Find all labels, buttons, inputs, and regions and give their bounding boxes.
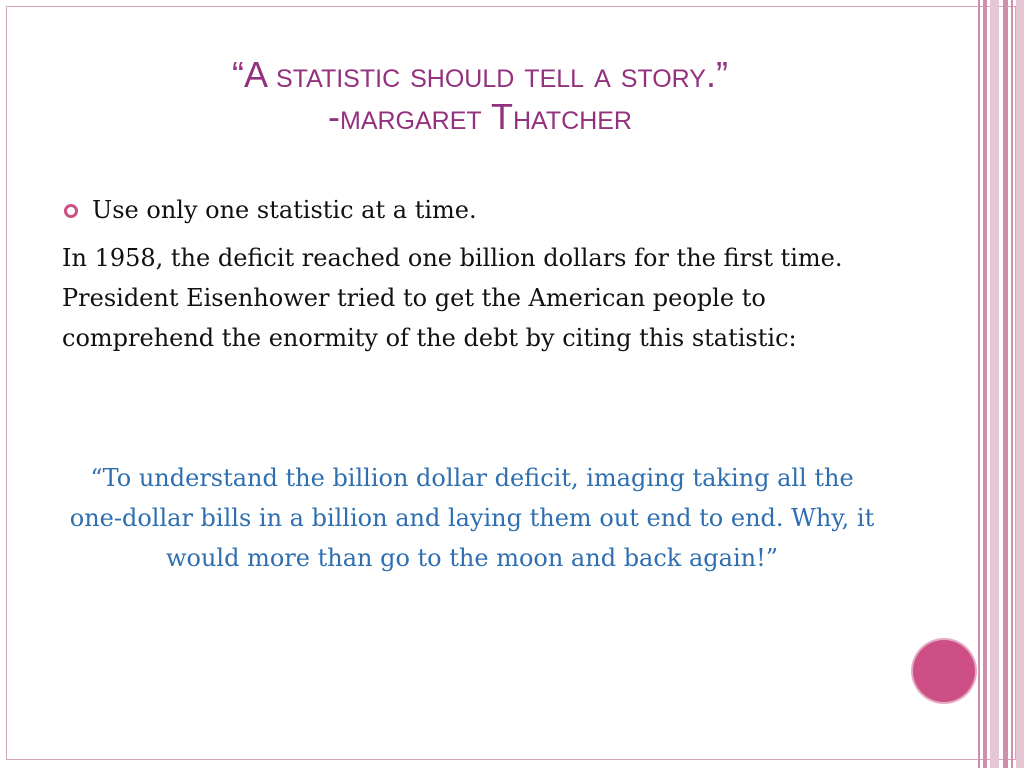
decorative-stripe: [1016, 0, 1024, 768]
decorative-stripe: [1011, 0, 1013, 768]
circle-dot-icon: [913, 640, 975, 702]
eisenhower-quote: “To understand the billion dollar deficit, imaging taking all the one-dollar bills in a billion and laying them out end to end. Why, it would more than go to the moon and back again!”: [69, 464, 875, 572]
title-attribution: -margaret Thatcher: [328, 96, 632, 137]
bullet-item: [62, 190, 882, 230]
decorative-stripe: [978, 0, 980, 768]
decorative-stripe: [983, 0, 987, 768]
ring-bullet-icon: [64, 204, 78, 218]
slide-body: [62, 190, 882, 358]
decorative-stripe: [990, 0, 999, 768]
decorative-stripe: [1003, 0, 1008, 768]
bullet-text: Use only one statistic at a time.: [92, 196, 477, 224]
title-quote: “A statistic should tell a story.”: [232, 54, 728, 95]
slide-title: [60, 54, 900, 138]
body-paragraph: In 1958, the deficit reached one billion dollars for the first time. President Eisenhower tried to get the American people to comprehend the enormity of the debt by citing this statistic:: [62, 244, 843, 352]
